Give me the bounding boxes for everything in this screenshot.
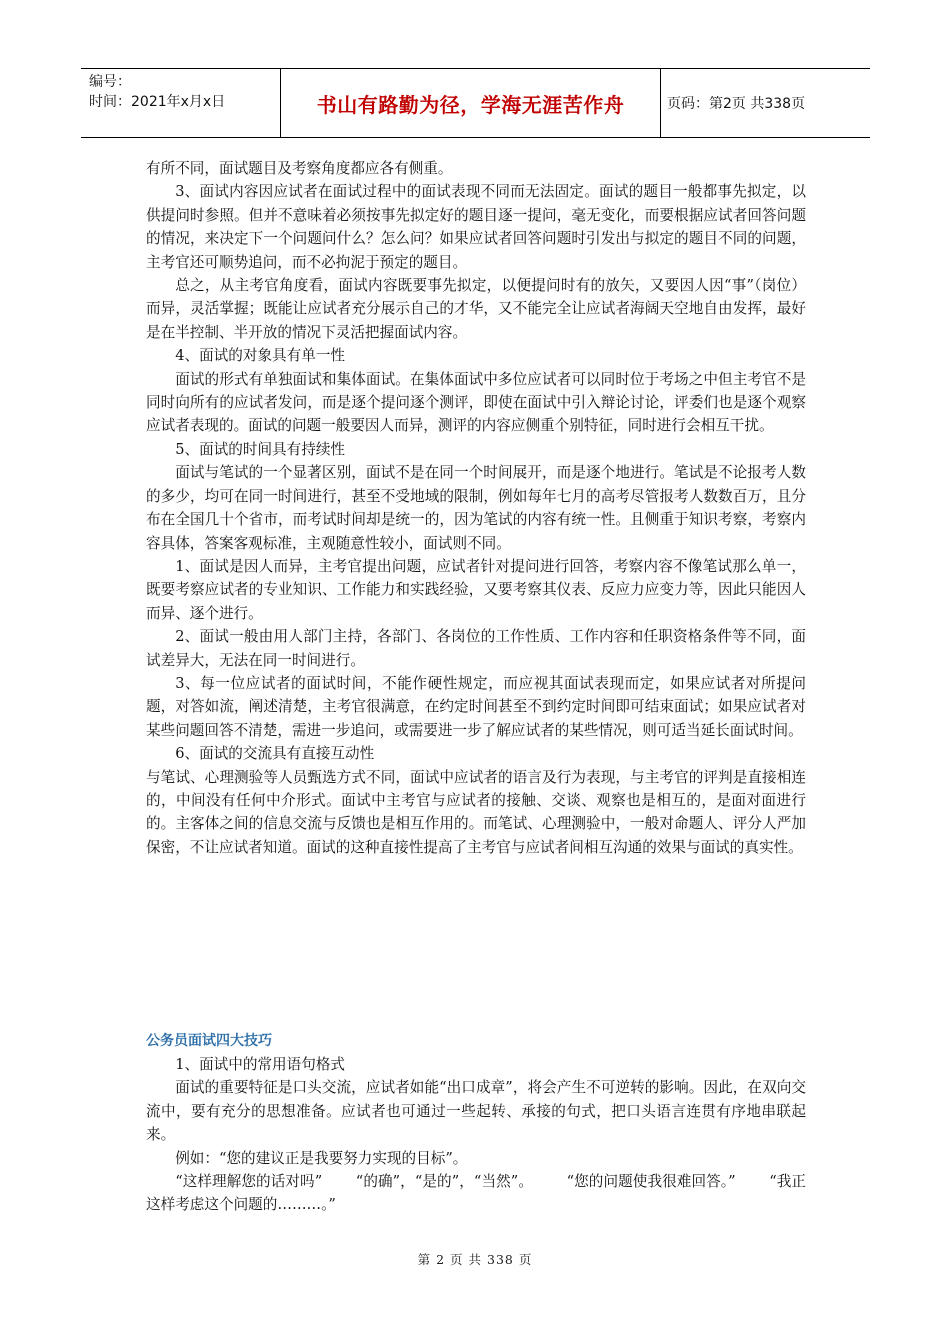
example-paragraph bbox=[146, 1170, 806, 1217]
page-footer: 第 2 页 共 338 页 bbox=[417, 1252, 533, 1267]
subheading: 4、面试的对象具有单一性 bbox=[175, 347, 346, 365]
paragraph: 有所不同，面试题目及考察角度都应各有侧重。 bbox=[146, 160, 453, 177]
paragraph: 面试与笔试的一个显著区别，面试不是在同一个时间展开，而是逐个地进行。笔试是不论报考人数的多少，均可在同一时间进行，甚至不受地域的限制，例如每年七月的高考尽管报考人数数百万，且分布在全国几十个省市，而考试时间却是统一的，因为笔试的内容有统一性。且侧重于知识考察，考察内容具体，答案客观标准，主观随意性较小，面试则不同。 bbox=[146, 464, 806, 552]
document-date: 时间：2021年x月x日 bbox=[89, 94, 226, 110]
paragraph: 面试的重要特征是口头交流，应试者如能“出口成章”，将会产生不可逆转的影响。因此，在双向交流中，要有充分的思想准备。应试者也可通过一些起转、承接的句式，把口头语言连贯有序地串联起来。 bbox=[146, 1079, 806, 1144]
example-phrase: “您的问题使我很难回答。” bbox=[566, 1173, 736, 1191]
example-phrase: “我正这样考虑这个问题的………。” bbox=[146, 1173, 806, 1214]
paragraph: 总之，从主考官角度看，面试内容既要事先拟定，以便提问时有的放矢，又要因人因“事”（岗位）而异，灵活掌握；既能让应试者充分展示自己的才华，又不能完全让应试者海阔天空地自由发挥，最好是在半控制、半开放的情况下灵活把握面试内容。 bbox=[146, 277, 806, 341]
page-header bbox=[81, 68, 870, 138]
paragraph: 1、面试是因人而异，主考官提出问题，应试者针对提问进行回答，考察内容不像笔试那么单一，既要考察应试者的专业知识、工作能力和实践经验，又要考察其仪表、反应力应变力等，因此只能因人而异、逐个进行。 bbox=[146, 557, 806, 622]
subheading: 1、面试中的常用语句格式 bbox=[175, 1056, 346, 1073]
document-number-label: 编号： bbox=[89, 74, 131, 90]
document-body bbox=[146, 157, 806, 859]
header-meta bbox=[81, 69, 281, 137]
paragraph: 与笔试、心理测验等人员甄选方式不同，面试中应试者的语言及行为表现，与主考官的评判是直接相连的，中间没有任何中介形式。面试中主考官与应试者的接触、交谈、观察也是相互的，是面对面进行的。主客体之间的信息交流与反馈也是相互作用的。而笔试、心理测验中，一般对命题人、评分人严加保密，不让应试者知道。面试的这种直接性提高了主考官与应试者间相互沟通的效果与面试的真实性。 bbox=[146, 768, 806, 856]
section-title: 公务员面试四大技巧 bbox=[146, 1033, 272, 1049]
paragraph: 3、面试内容因应试者在面试过程中的面试表现不同而无法固定。面试的题目一般都事先拟定，以供提问时参照。但并不意味着必须按事先拟定好的题目逐一提问，毫无变化，而要根据应试者回答问题的情况，来决定下一个问题问什么？怎么问？如果应试者回答问题时引发出与拟定的题目不同的问题，主考官还可顺势追问，而不必拘泥于预定的题目。 bbox=[146, 183, 806, 271]
paragraph: 2、面试一般由用人部门主持，各部门、各岗位的工作性质、工作内容和任职资格条件等不同，面试差异大，无法在同一时间进行。 bbox=[146, 628, 806, 669]
example-phrase: “的确”，“是的”，“当然”。 bbox=[355, 1173, 533, 1191]
paragraph: 例如：“您的建议正是我要努力实现的目标”。 bbox=[175, 1149, 468, 1167]
paragraph: 面试的形式有单独面试和集体面试。在集体面试中多位应试者可以同时位于考场之中但主考官不是同时向所有的应试者发问，而是逐个提问逐个测评，即使在面试中引入辩论讨论，评委们也是逐个观察应试者表现的。面试的问题一般要因人而异，测评的内容应侧重个别特征，同时进行会相互干扰。 bbox=[146, 370, 806, 435]
subheading: 6、面试的交流具有直接互动性 bbox=[175, 745, 375, 763]
section-body bbox=[146, 1053, 806, 1217]
paragraph: 3、每一位应试者的面试时间，不能作硬性规定，而应视其面试表现而定，如果应试者对所提问题，对答如流，阐述清楚，主考官很满意，在约定时间甚至不到约定时间即可结束面试；如果应试者对某些问题回答不清楚，需进一步追问，或需要进一步了解应试者的某些情况，则可适当延长面试时间。 bbox=[146, 674, 806, 739]
header-page-info: 页码：第2页 共338页 bbox=[667, 96, 806, 112]
subheading: 5、面试的时间具有持续性 bbox=[175, 440, 346, 458]
example-phrase: “这样理解您的话对吗” bbox=[175, 1173, 323, 1191]
header-motto: 书山有路勤为径，学海无涯苦作舟 bbox=[281, 69, 661, 137]
